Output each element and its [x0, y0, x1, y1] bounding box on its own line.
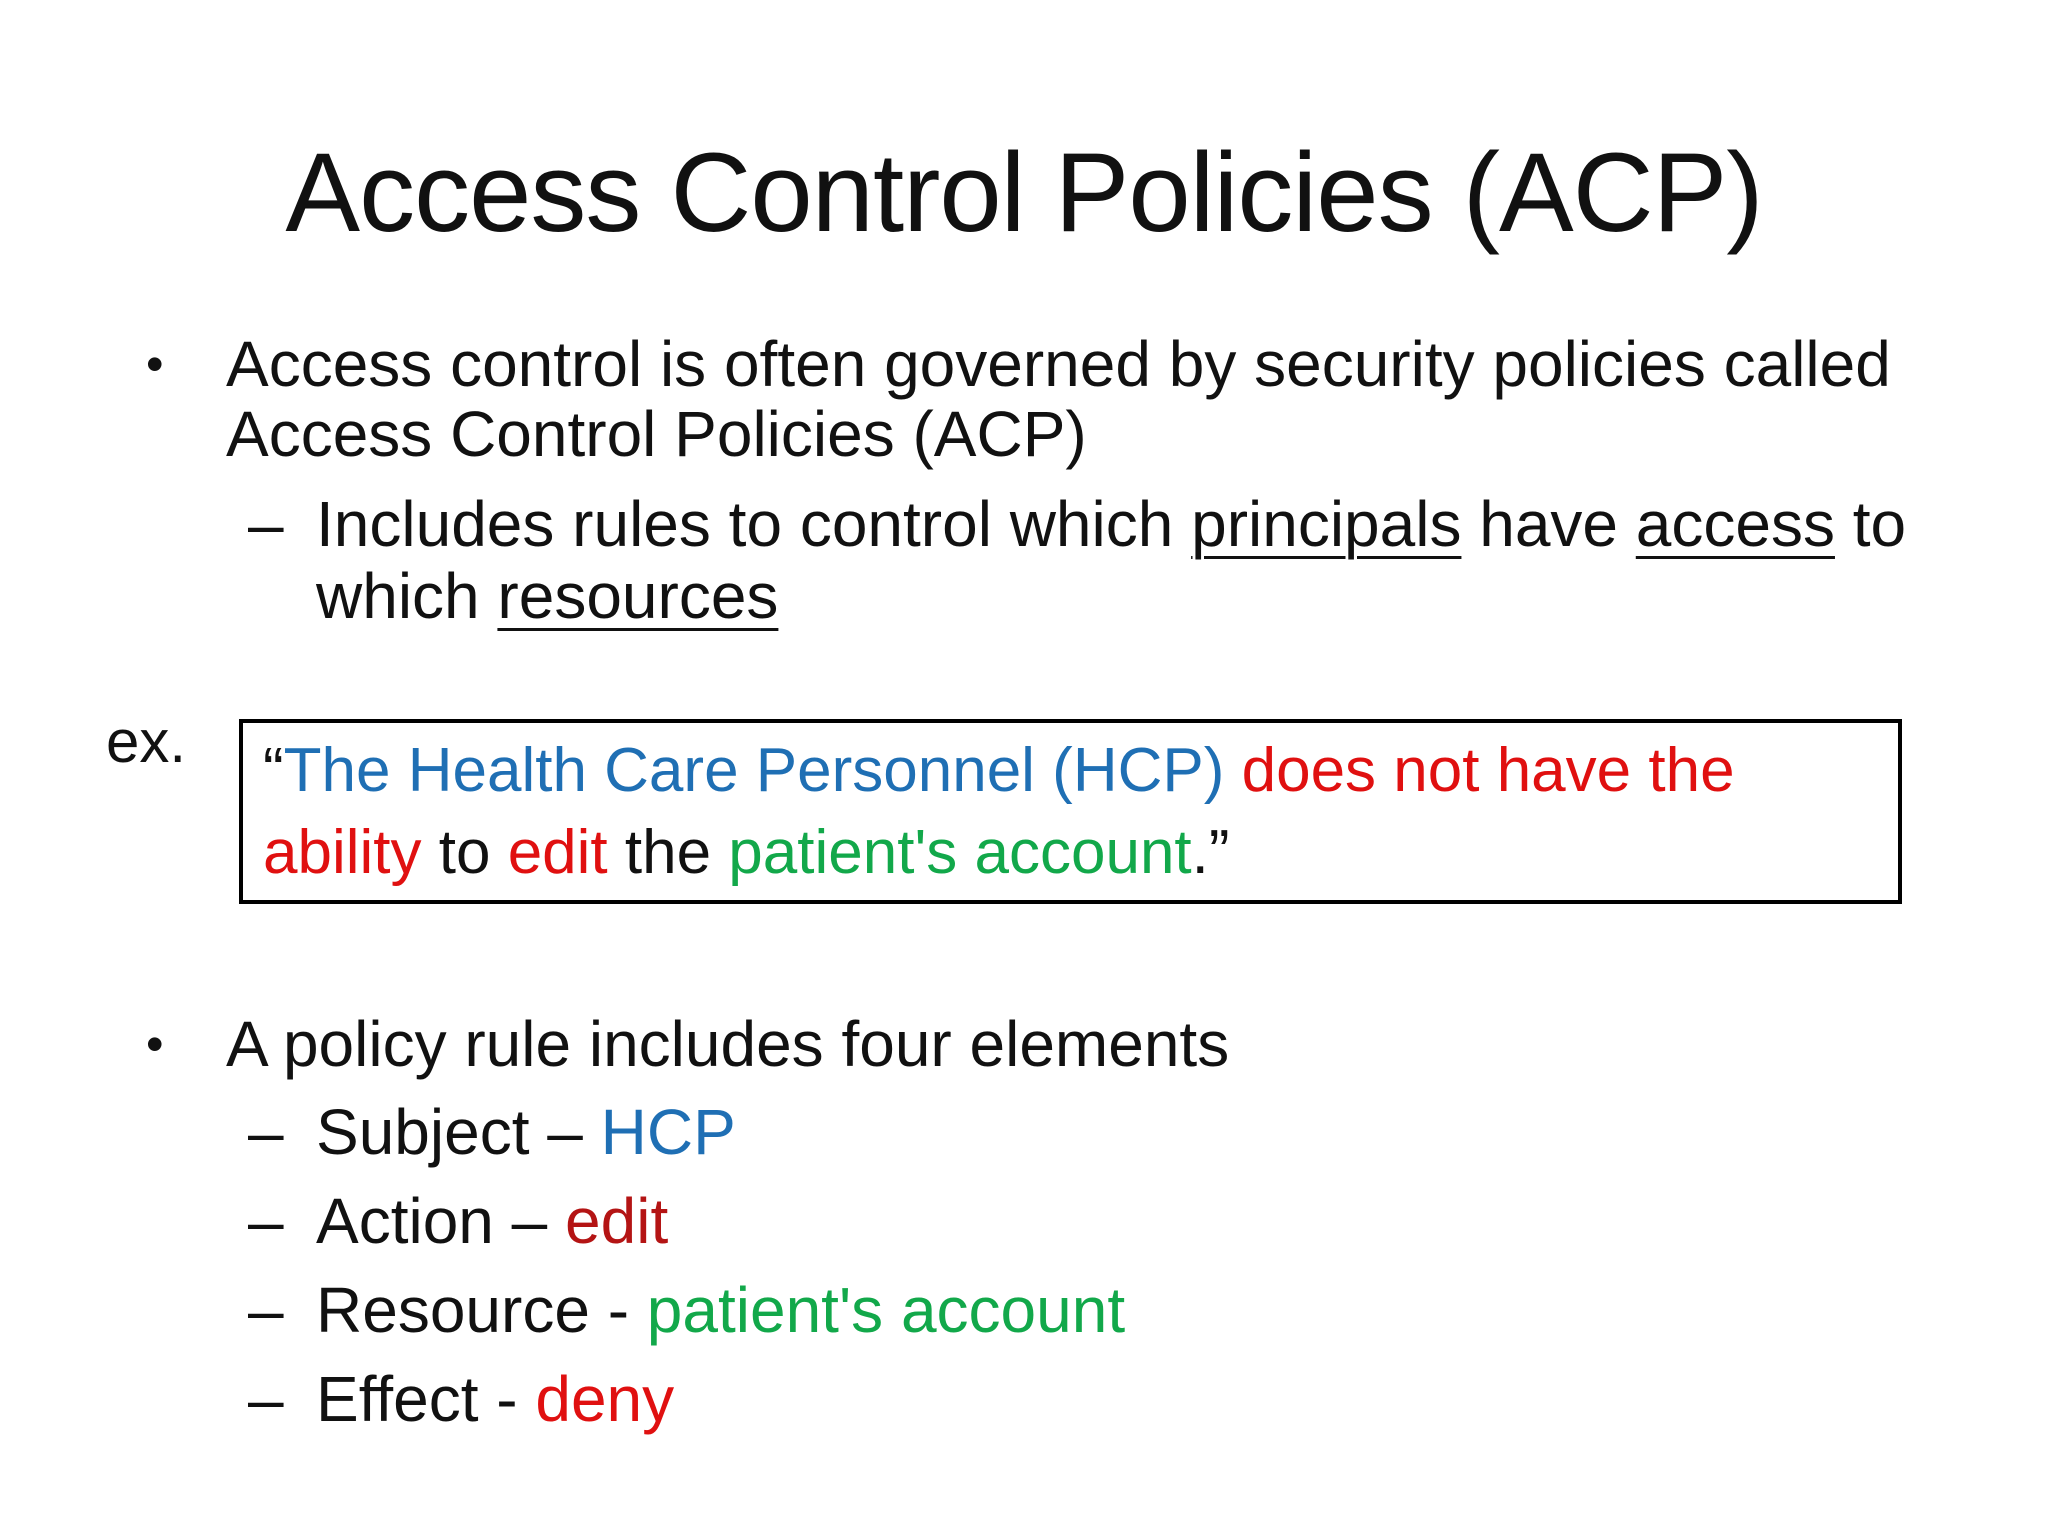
- element-label: Action –: [316, 1185, 566, 1257]
- element-value: HCP: [600, 1096, 736, 1168]
- spacer: [1224, 736, 1241, 805]
- example-subject: The Health Care Personnel (HCP): [283, 736, 1225, 805]
- close-quote: .”: [1191, 818, 1230, 887]
- element-subject: [316, 1096, 736, 1168]
- example-box: [239, 719, 1902, 904]
- element-label: Subject –: [316, 1096, 601, 1168]
- bullet2-text: A policy rule includes four elements: [226, 1008, 1230, 1080]
- example-action: edit: [507, 818, 608, 887]
- bullet1-line1: Access control is often governed by security policies called: [226, 328, 1891, 400]
- element-label: Effect -: [316, 1363, 536, 1435]
- sub-dash: –: [248, 1274, 284, 1346]
- example-effect: ability: [263, 818, 422, 887]
- element-label: Resource -: [316, 1274, 647, 1346]
- element-value: deny: [535, 1363, 675, 1435]
- subbullet-text: have: [1461, 488, 1636, 560]
- element-value: edit: [565, 1185, 669, 1257]
- sub-dash: –: [248, 1096, 284, 1168]
- bullet-marker: •: [146, 1016, 164, 1072]
- sub-dash: –: [248, 488, 284, 560]
- example-effect: does not have the: [1241, 736, 1735, 805]
- example-quote-line1: [263, 735, 1735, 807]
- example-text: the: [607, 818, 729, 887]
- subbullet-text: which: [316, 560, 498, 632]
- slide-title: Access Control Policies (ACP): [285, 130, 1763, 255]
- example-quote-line2: [263, 817, 1230, 889]
- subbullet-line1: [316, 488, 1906, 560]
- resources-term: resources: [497, 560, 779, 632]
- example-text: to: [421, 818, 508, 887]
- sub-dash: –: [248, 1363, 284, 1435]
- open-quote: “: [263, 736, 284, 805]
- subbullet-text: to: [1834, 488, 1907, 560]
- element-effect: [316, 1363, 674, 1435]
- principals-term: principals: [1191, 488, 1462, 560]
- subbullet-line2: [316, 560, 778, 632]
- element-action: [316, 1185, 668, 1257]
- example-label: ex.: [106, 708, 187, 775]
- bullet-marker: •: [146, 336, 164, 392]
- element-resource: [316, 1274, 1125, 1346]
- access-term: access: [1635, 488, 1835, 560]
- subbullet-text: Includes rules to control which: [316, 488, 1192, 560]
- bullet1-line2: Access Control Policies (ACP): [226, 398, 1087, 470]
- sub-dash: –: [248, 1185, 284, 1257]
- example-resource: patient's account: [728, 818, 1192, 887]
- element-value: patient's account: [646, 1274, 1126, 1346]
